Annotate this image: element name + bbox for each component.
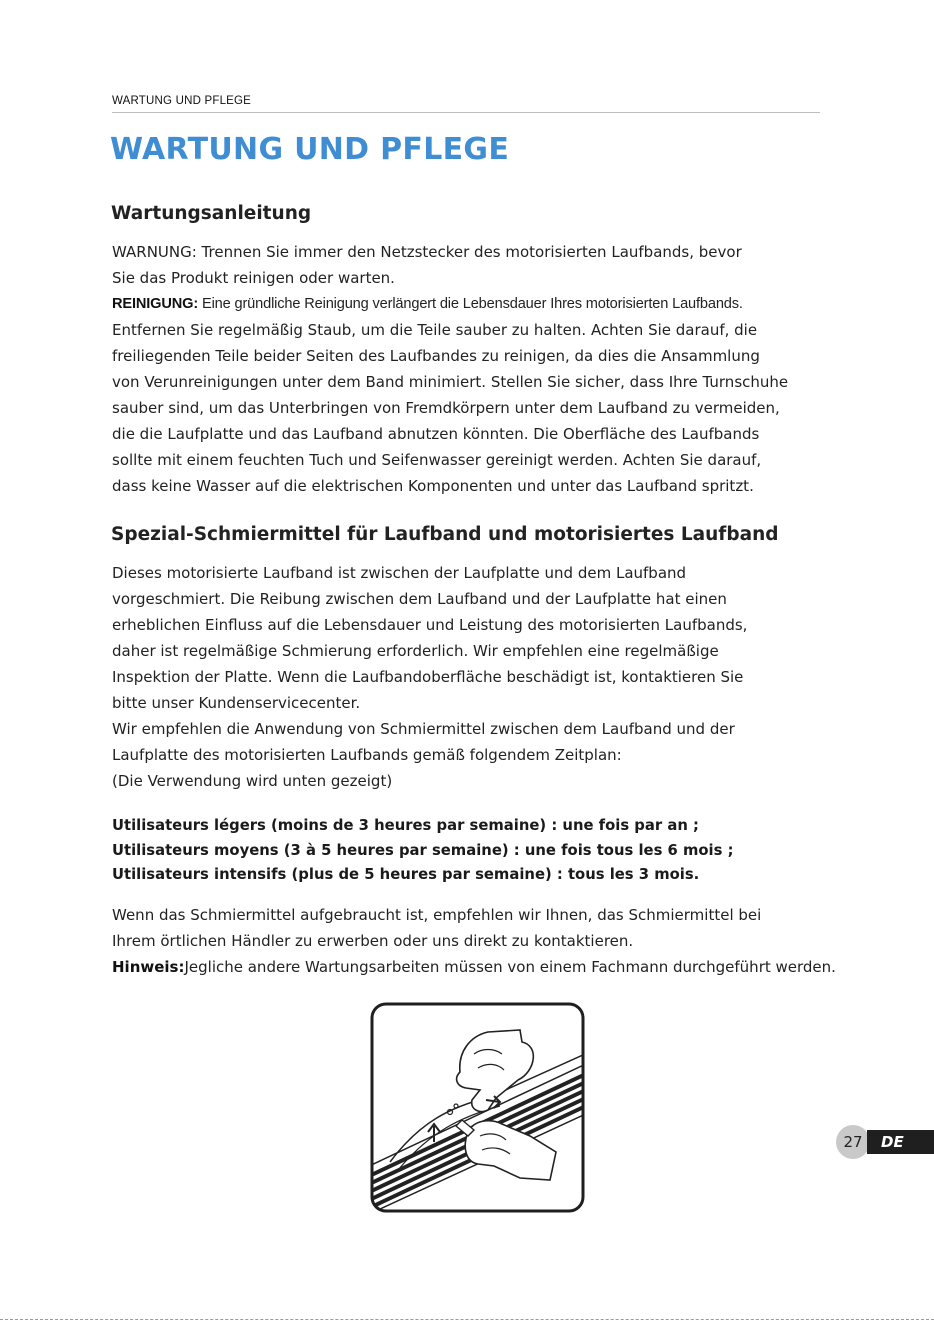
body-line: bitte unser Kundenservicecenter. bbox=[112, 694, 361, 712]
cleaning-text: Eine gründliche Reinigung verlängert die Lebensdauer Ihres motorisierten Laufbands. bbox=[198, 296, 743, 312]
body-line: Wir empfehlen die Anwendung von Schmiermittel zwischen dem Laufband und der bbox=[112, 720, 735, 738]
body-line: sollte mit einem feuchten Tuch und Seifenwasser gereinigt werden. Achten Sie darauf, bbox=[112, 451, 762, 469]
body-line: die die Laufplatte und das Laufband abnutzen könnten. Die Oberfläche des Laufbands bbox=[112, 425, 760, 443]
body-line: von Verunreinigungen unter dem Band minimiert. Stellen Sie sicher, dass Ihre Turnschuhe bbox=[112, 373, 789, 391]
page-number-badge bbox=[836, 1125, 870, 1159]
body-line: sauber sind, um das Unterbringen von Fremdkörpern unter dem Laufband zu vermeiden, bbox=[112, 399, 780, 417]
body-line: freiliegenden Teile beider Seiten des Laufbandes zu reinigen, da dies die Ansammlung bbox=[112, 347, 760, 365]
note-label: Hinweis: bbox=[112, 958, 185, 976]
cleaning-line bbox=[112, 291, 892, 317]
body-line: Wenn das Schmiermittel aufgebraucht ist, empfehlen wir Ihnen, das Schmiermittel bei bbox=[112, 906, 762, 924]
body-line: dass keine Wasser auf die elektrischen Komponenten und unter das Laufband spritzt. bbox=[112, 477, 754, 495]
body-line: erheblichen Einfluss auf die Lebensdauer und Leistung des motorisierten Laufbands, bbox=[112, 616, 748, 634]
warning-line: Sie das Produkt reinigen oder warten. bbox=[112, 269, 395, 287]
page-number: 27 bbox=[843, 1133, 863, 1151]
running-header: WARTUNG UND PFLEGE bbox=[112, 95, 252, 107]
cleaning-label: REINIGUNG: bbox=[112, 296, 199, 312]
language-tab bbox=[867, 1130, 934, 1154]
section-heading-lubricant: Spezial-Schmiermittel für Laufband und motorisiertes Laufband bbox=[111, 524, 779, 545]
body-line: Inspektion der Platte. Wenn die Laufbandoberfläche beschädigt ist, kontaktieren Sie bbox=[112, 668, 744, 686]
body-line: vorgeschmiert. Die Reibung zwischen dem Laufband und der Laufplatte hat einen bbox=[112, 590, 727, 608]
closing-text bbox=[112, 902, 892, 980]
body-line: Entfernen Sie regelmäßig Staub, um die Teile sauber zu halten. Achten Sie darauf, die bbox=[112, 321, 758, 339]
note-text: Jegliche andere Wartungsarbeiten müssen von einem Fachmann durchgeführt werden. bbox=[184, 958, 836, 976]
lubrication-illustration bbox=[370, 1002, 585, 1213]
page-title: WARTUNG UND PFLEGE bbox=[110, 132, 510, 167]
body-line: Dieses motorisierte Laufband ist zwischen der Laufplatte und dem Laufband bbox=[112, 564, 687, 582]
note-line bbox=[112, 954, 892, 980]
language-code: DE bbox=[881, 1133, 904, 1151]
body-line: daher ist regelmäßige Schmierung erforderlich. Wir empfehlen eine regelmäßige bbox=[112, 642, 719, 660]
body-line: (Die Verwendung wird unten gezeigt) bbox=[112, 772, 393, 790]
bottom-border bbox=[0, 1319, 934, 1320]
section-heading-maintenance: Wartungsanleitung bbox=[111, 203, 312, 224]
schedule-item: Utilisateurs moyens (3 à 5 heures par semaine) : une fois tous les 6 mois ; bbox=[112, 841, 734, 859]
lubricant-text bbox=[112, 560, 892, 794]
lubrication-schedule bbox=[112, 814, 734, 888]
maintenance-text bbox=[112, 239, 892, 499]
body-line: Laufplatte des motorisierten Laufbands gemäß folgendem Zeitplan: bbox=[112, 746, 622, 764]
header-rule bbox=[112, 112, 820, 113]
warning-line: WARNUNG: Trennen Sie immer den Netzstecker des motorisierten Laufbands, bevor bbox=[112, 243, 742, 261]
schedule-item: Utilisateurs légers (moins de 3 heures par semaine) : une fois par an ; bbox=[112, 817, 699, 834]
body-line: Ihrem örtlichen Händler zu erwerben oder uns direkt zu kontaktieren. bbox=[112, 932, 634, 950]
schedule-item: Utilisateurs intensifs (plus de 5 heures par semaine) : tous les 3 mois. bbox=[112, 866, 700, 883]
